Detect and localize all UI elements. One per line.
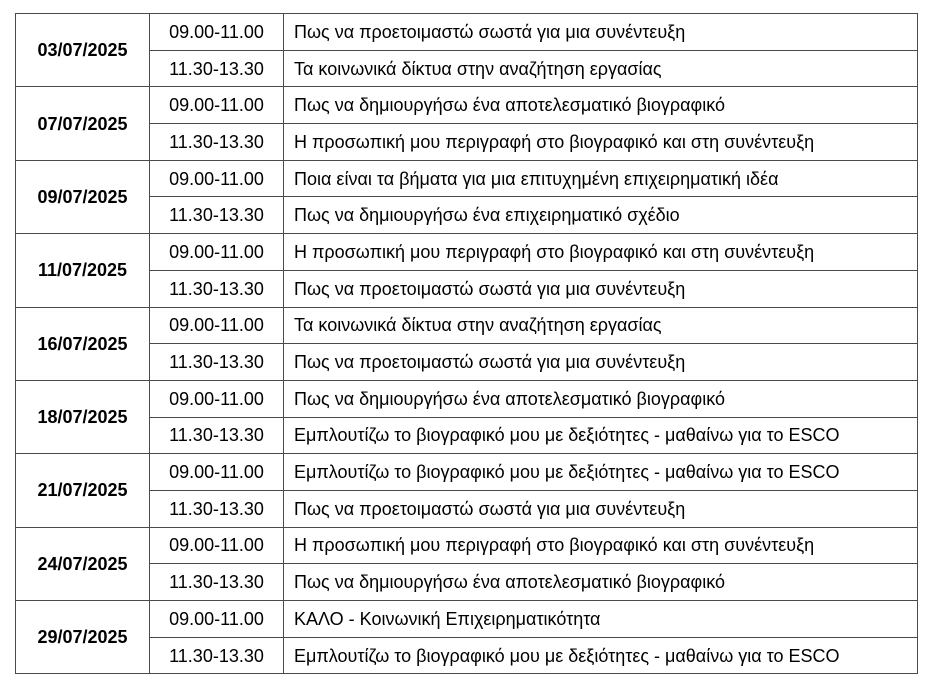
table-row xyxy=(16,490,918,527)
table-row xyxy=(16,417,918,454)
time-cell: 11.30-13.30 xyxy=(150,564,284,601)
time-cell: 09.00-11.00 xyxy=(150,160,284,197)
topic-cell: Η προσωπική μου περιγραφή στο βιογραφικό και στη συνέντευξη xyxy=(284,527,918,564)
table-row xyxy=(16,234,918,271)
time-cell: 11.30-13.30 xyxy=(150,197,284,234)
topic-cell: Εμπλουτίζω το βιογραφικό μου με δεξιότητες - μαθαίνω για το ESCO xyxy=(284,454,918,491)
date-cell: 18/07/2025 xyxy=(16,380,150,453)
topic-cell: Πως να δημιουργήσω ένα αποτελεσματικό βιογραφικό xyxy=(284,564,918,601)
topic-cell: Πως να δημιουργήσω ένα επιχειρηματικό σχέδιο xyxy=(284,197,918,234)
time-cell: 11.30-13.30 xyxy=(150,50,284,87)
time-cell: 09.00-11.00 xyxy=(150,307,284,344)
topic-cell: Πως να προετοιμαστώ σωστά για μια συνέντευξη xyxy=(284,14,918,51)
topic-cell: Πως να προετοιμαστώ σωστά για μια συνέντευξη xyxy=(284,490,918,527)
table-row xyxy=(16,50,918,87)
topic-cell: Εμπλουτίζω το βιογραφικό μου με δεξιότητες - μαθαίνω για το ESCO xyxy=(284,417,918,454)
table-row xyxy=(16,637,918,674)
table-row xyxy=(16,14,918,51)
table-row xyxy=(16,87,918,124)
table-row xyxy=(16,307,918,344)
date-cell: 29/07/2025 xyxy=(16,601,150,674)
topic-cell: Η προσωπική μου περιγραφή στο βιογραφικό και στη συνέντευξη xyxy=(284,234,918,271)
schedule-body xyxy=(16,14,918,674)
date-cell: 24/07/2025 xyxy=(16,527,150,600)
table-row xyxy=(16,344,918,381)
time-cell: 11.30-13.30 xyxy=(150,124,284,161)
time-cell: 11.30-13.30 xyxy=(150,490,284,527)
time-cell: 11.30-13.30 xyxy=(150,417,284,454)
date-cell: 11/07/2025 xyxy=(16,234,150,307)
time-cell: 11.30-13.30 xyxy=(150,344,284,381)
topic-cell: Πως να δημιουργήσω ένα αποτελεσματικό βιογραφικό xyxy=(284,380,918,417)
date-cell: 16/07/2025 xyxy=(16,307,150,380)
table-row xyxy=(16,380,918,417)
topic-cell: Τα κοινωνικά δίκτυα στην αναζήτηση εργασίας xyxy=(284,307,918,344)
time-cell: 11.30-13.30 xyxy=(150,270,284,307)
date-cell: 21/07/2025 xyxy=(16,454,150,527)
date-cell: 03/07/2025 xyxy=(16,14,150,87)
table-row xyxy=(16,564,918,601)
schedule-table xyxy=(15,13,918,674)
time-cell: 09.00-11.00 xyxy=(150,527,284,564)
table-row xyxy=(16,160,918,197)
topic-cell: Πως να προετοιμαστώ σωστά για μια συνέντευξη xyxy=(284,270,918,307)
time-cell: 09.00-11.00 xyxy=(150,14,284,51)
topic-cell: Τα κοινωνικά δίκτυα στην αναζήτηση εργασίας xyxy=(284,50,918,87)
topic-cell: ΚΑΛΟ - Κοινωνική Επιχειρηματικότητα xyxy=(284,601,918,638)
table-row xyxy=(16,124,918,161)
time-cell: 09.00-11.00 xyxy=(150,87,284,124)
topic-cell: Πως να προετοιμαστώ σωστά για μια συνέντευξη xyxy=(284,344,918,381)
table-row xyxy=(16,197,918,234)
topic-cell: Ποια είναι τα βήματα για μια επιτυχημένη επιχειρηματική ιδέα xyxy=(284,160,918,197)
topic-cell: Η προσωπική μου περιγραφή στο βιογραφικό και στη συνέντευξη xyxy=(284,124,918,161)
time-cell: 09.00-11.00 xyxy=(150,234,284,271)
time-cell: 09.00-11.00 xyxy=(150,380,284,417)
topic-cell: Εμπλουτίζω το βιογραφικό μου με δεξιότητες - μαθαίνω για το ESCO xyxy=(284,637,918,674)
table-row xyxy=(16,601,918,638)
date-cell: 07/07/2025 xyxy=(16,87,150,160)
table-row xyxy=(16,527,918,564)
time-cell: 09.00-11.00 xyxy=(150,454,284,491)
table-row xyxy=(16,454,918,491)
time-cell: 11.30-13.30 xyxy=(150,637,284,674)
table-row xyxy=(16,270,918,307)
time-cell: 09.00-11.00 xyxy=(150,601,284,638)
topic-cell: Πως να δημιουργήσω ένα αποτελεσματικό βιογραφικό xyxy=(284,87,918,124)
date-cell: 09/07/2025 xyxy=(16,160,150,233)
